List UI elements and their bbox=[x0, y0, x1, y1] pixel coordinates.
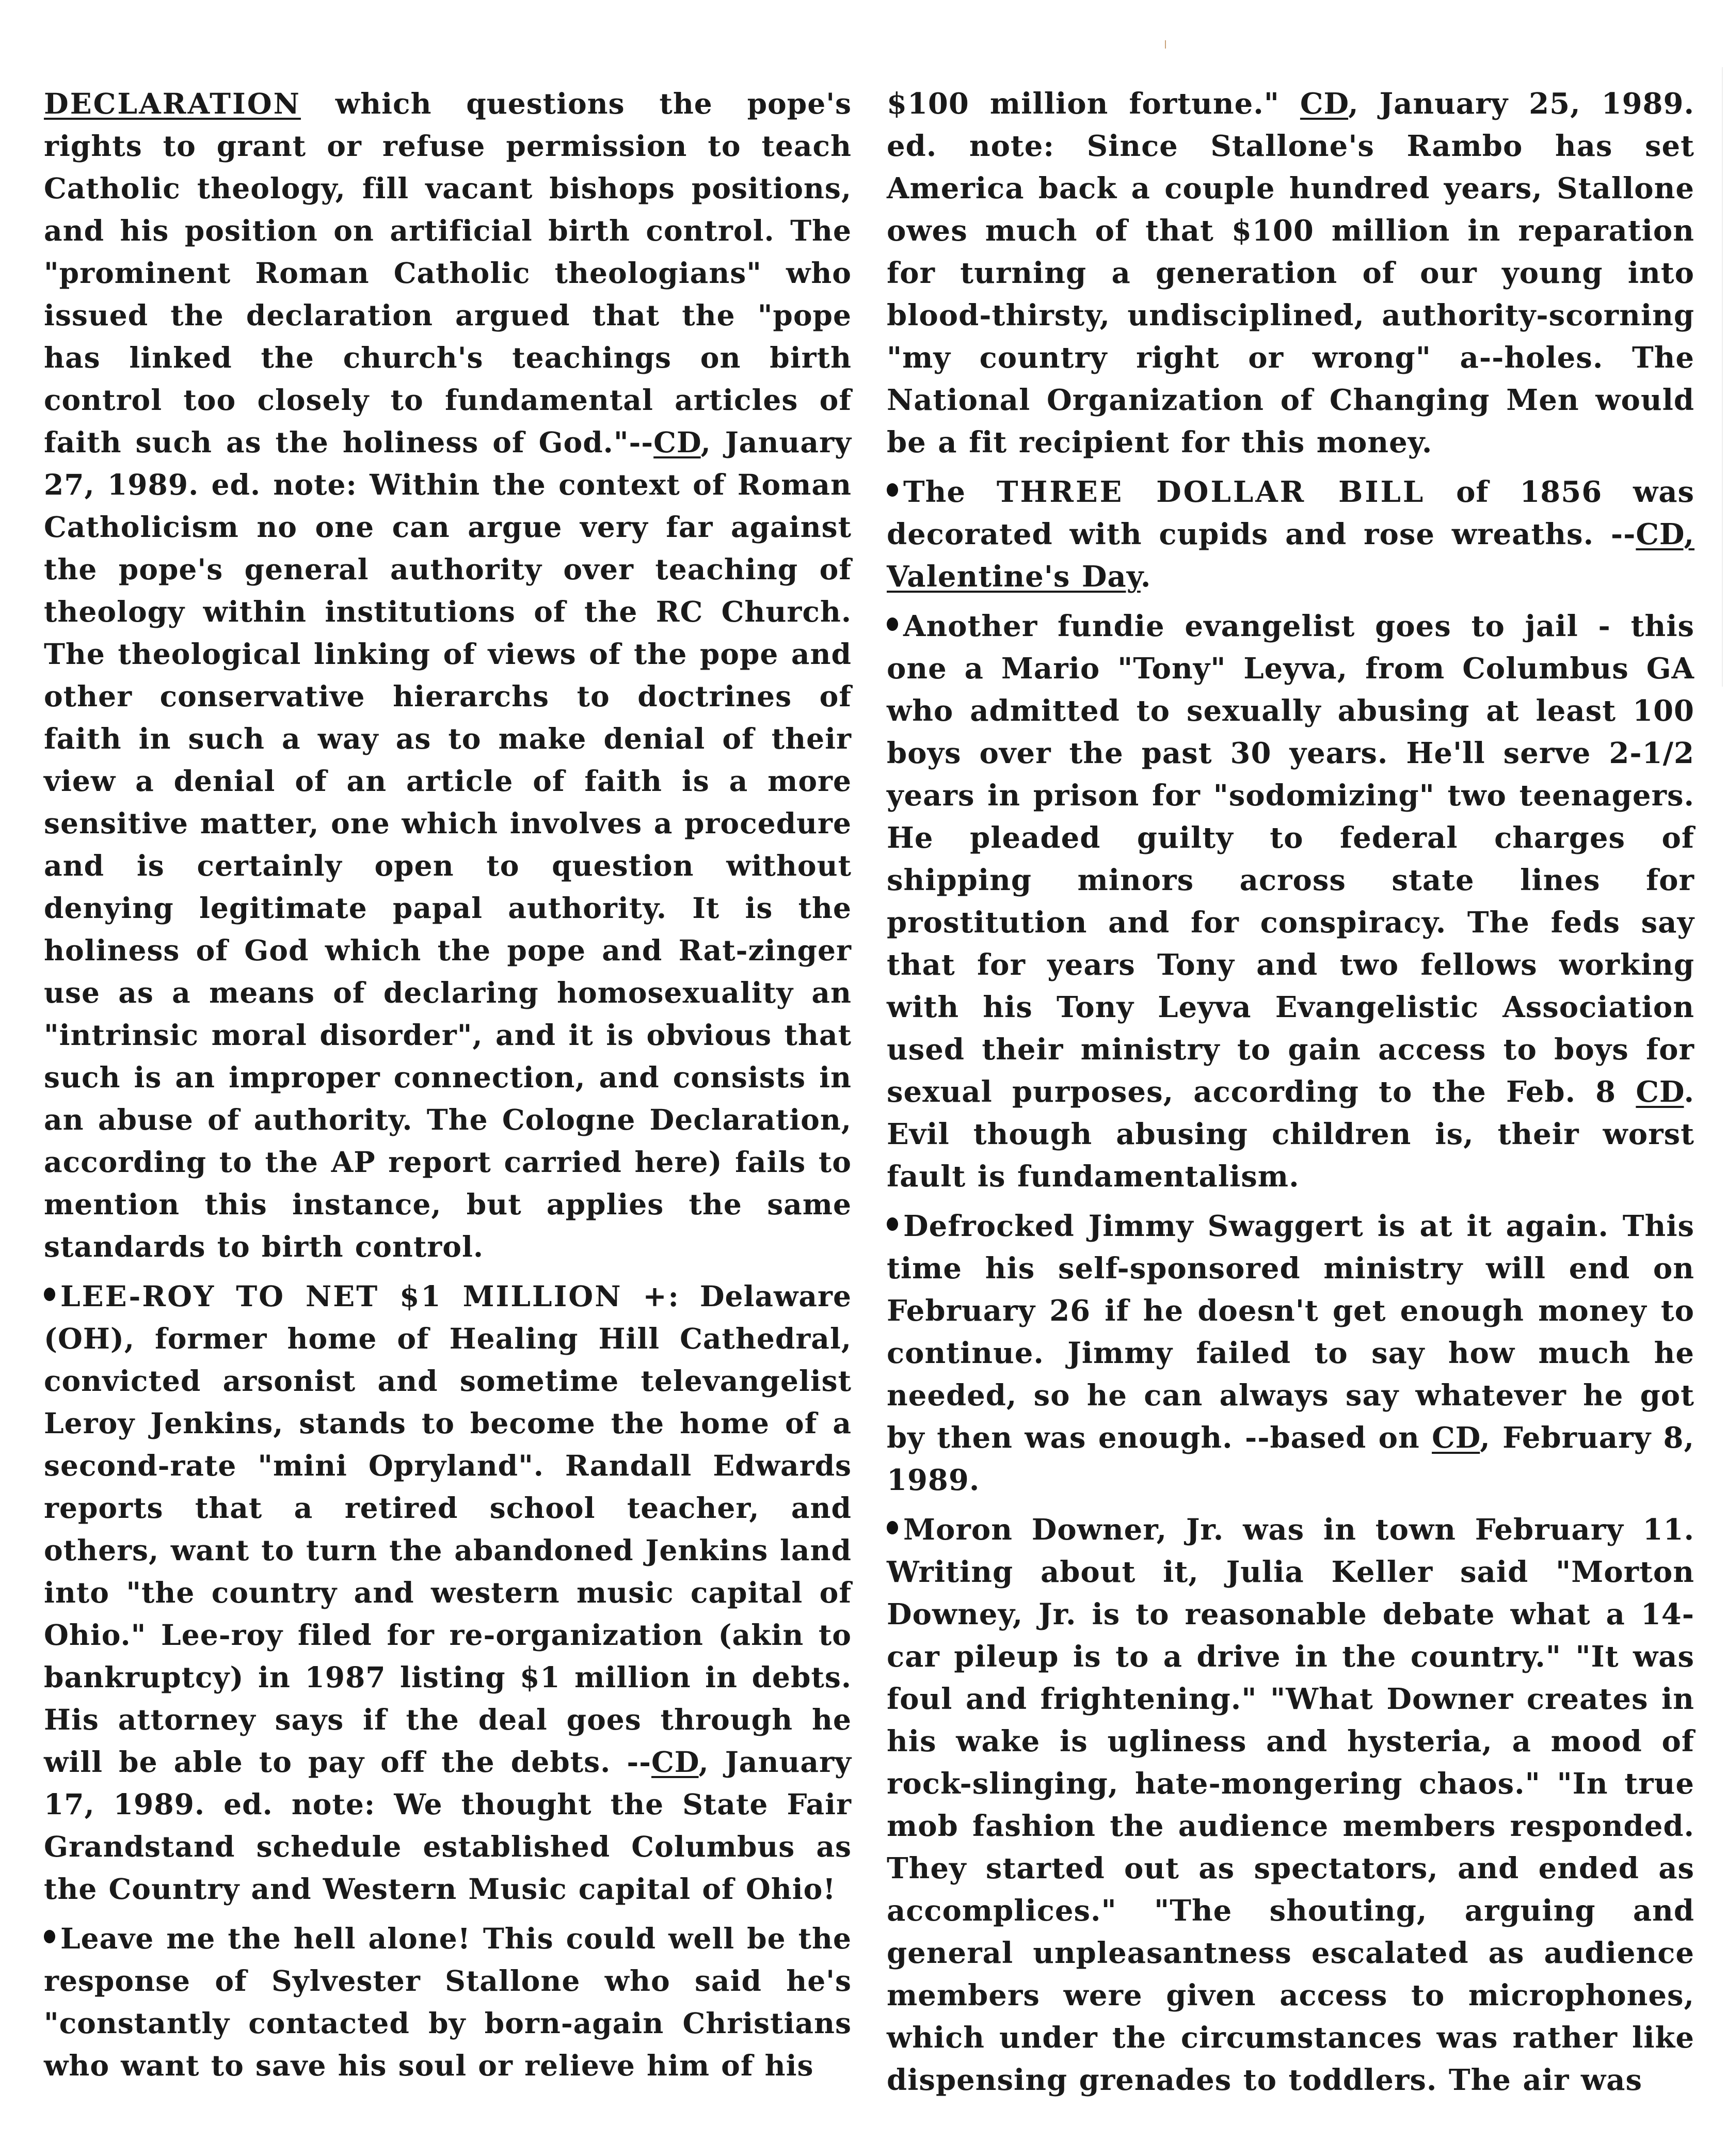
swaggert-item bbox=[887, 1205, 1694, 1501]
source-citation: CD bbox=[1432, 1421, 1480, 1455]
three-dollar-bill-heading: THREE DOLLAR BILL bbox=[996, 475, 1426, 509]
lee-roy-item bbox=[44, 1275, 852, 1910]
three-dollar-bill-item bbox=[887, 471, 1694, 598]
bullet-icon bbox=[887, 617, 898, 631]
stallone-item bbox=[44, 1917, 852, 2087]
stallone-body-continued: $100 million fortune." bbox=[887, 87, 1300, 121]
source-citation: CD bbox=[1636, 1075, 1684, 1109]
stallone-body: Leave me the hell alone! This could well be the response of Sylvester Stallone who said he's "constantly contacted by born-again Christians who want to save his soul or relieve him of his bbox=[44, 1922, 852, 2082]
downey-body: Moron Downer, Jr. was in town February 11. Writing about it, Julia Keller said "Morton Downey, Jr. is to reasonable debate what a 14-car pileup is to a drive in the country." "It was foul and frightening." "What Downer creates in his wake is ugliness and hysteria, a mood of rock-slinging, hate-mongering chaos." "In true mob fashion the audience members responded. They started out as spectators, and ended as accomplices." "The shouting, arguing and general unpleasantness escalated as audience members were given access to microphones, which under the circumstances was rather like dispensing grenades to toddlers. The air was bbox=[887, 1513, 1694, 2097]
swaggert-body-continued: , February 8, 1989. bbox=[887, 1421, 1694, 1497]
declaration-body: which questions the pope's rights to grant or refuse permission to teach Catholic theology, fill vacant bishops positions, and his position on artificial birth control. The "prominent Roman Catholic theologians" who issued the declaration argued that the "pope has linked the church's teachings on birth control too closely to fundamental articles of faith such as the holiness of God."-- bbox=[44, 87, 852, 459]
source-citation: CD bbox=[653, 425, 701, 459]
source-citation: CD, Valentine's Day bbox=[887, 517, 1694, 594]
page-edge-shadow bbox=[1722, 67, 1723, 687]
swaggert-body: Defrocked Jimmy Swaggert is at it again. This time his self-sponsored ministry will end on February 26 if he doesn't get enough money to continue. Jimmy failed to say how much he needed, so he can always say whatever he got by then was enough. --based on bbox=[887, 1209, 1694, 1455]
bullet-icon bbox=[887, 483, 898, 497]
bullet-icon bbox=[44, 1930, 55, 1943]
lee-roy-body: Delaware (OH), former home of Healing Hill Cathedral, convicted arsonist and sometime televangelist Leroy Jenkins, stands to become the home of a second-rate "mini Opryland". Randall Edwards reports that a retired school teacher, and others, want to turn the abandoned Jenkins land into "the country and western music capital of Ohio." Lee-roy filed for re-organization (akin to bankruptcy) in 1987 listing $1 million in debts. His attorney says if the deal goes through he will be able to pay off the debts. -- bbox=[44, 1279, 852, 1779]
bullet-icon bbox=[887, 1521, 898, 1534]
downey-item bbox=[887, 1509, 1694, 2101]
stallone-item-continued bbox=[887, 83, 1694, 464]
scan-artifact bbox=[1165, 40, 1166, 49]
declaration-body-continued: , January 27, 1989. ed. note: Within the context of Roman Catholicism no one can argue very far against the pope's general authority over teaching of theology within institutions of the RC Church. The theological linking of views of the pope and other conservative hierarchs to doctrines of faith in such a way as to make denial of their view a denial of an article of faith is a more sensitive matter, one which involves a procedure and is certainly open to question without denying legitimate papal authority. It is the holiness of God which the pope and Rat-zinger use as a means of declaring homosexuality an "intrinsic moral disorder", and it is obvious that such is an improper connection, and consists in an abuse of authority. The Cologne Declaration, according to the AP report carried here) fails to mention this instance, but applies the same standards to birth control. bbox=[44, 425, 852, 1263]
lee-roy-headline: LEE-ROY TO NET $1 MILLION +: bbox=[60, 1279, 680, 1313]
three-dollar-lead: The bbox=[903, 475, 997, 509]
leyva-body-continued: . Evil though abusing children is, their worst fault is fundamentalism. bbox=[887, 1075, 1694, 1194]
lee-roy-body-continued: , January 17, 1989. ed. note: We thought the State Fair Grandstand schedule established Columbus as the Country and Western Music capital of Ohio! bbox=[44, 1745, 852, 1906]
stallone-ed-note: , January 25, 1989. ed. note: Since Stallone's Rambo has set America back a couple hundred years, Stallone owes much of that $100 million in reparation for turning a generation of our young into blood-thirsty, undisciplined, authority-scorning "my country right or wrong" a--holes. The National Organization of Changing Men would be a fit recipient for this money. bbox=[887, 87, 1694, 459]
bullet-icon bbox=[44, 1288, 55, 1301]
source-citation: CD bbox=[1300, 87, 1349, 121]
three-dollar-body: of 1856 was decorated with cupids and rose wreaths. -- bbox=[887, 475, 1695, 551]
leyva-item bbox=[887, 605, 1694, 1198]
right-column bbox=[887, 83, 1694, 2109]
cologne-declaration-item bbox=[44, 83, 852, 1268]
leyva-body: Another fundie evangelist goes to jail - this one a Mario "Tony" Leyva, from Columbus GA who admitted to sexually abusing at least 100 boys over the past 30 years. He'll serve 2-1/2 years in prison for "sodomizing" two teenagers. He pleaded guilty to federal charges of shipping minors across state lines for prostitution and for conspiracy. The feds say that for years Tony and two fellows working with his Tony Leyva Evangelistic Association used their ministry to gain access to boys for sexual purposes, according to the Feb. 8 bbox=[887, 609, 1694, 1109]
left-column bbox=[44, 83, 852, 2094]
three-dollar-end: . bbox=[1140, 560, 1152, 594]
bullet-icon bbox=[887, 1217, 898, 1231]
source-citation: CD bbox=[651, 1745, 699, 1779]
declaration-heading: DECLARATION bbox=[44, 87, 301, 120]
